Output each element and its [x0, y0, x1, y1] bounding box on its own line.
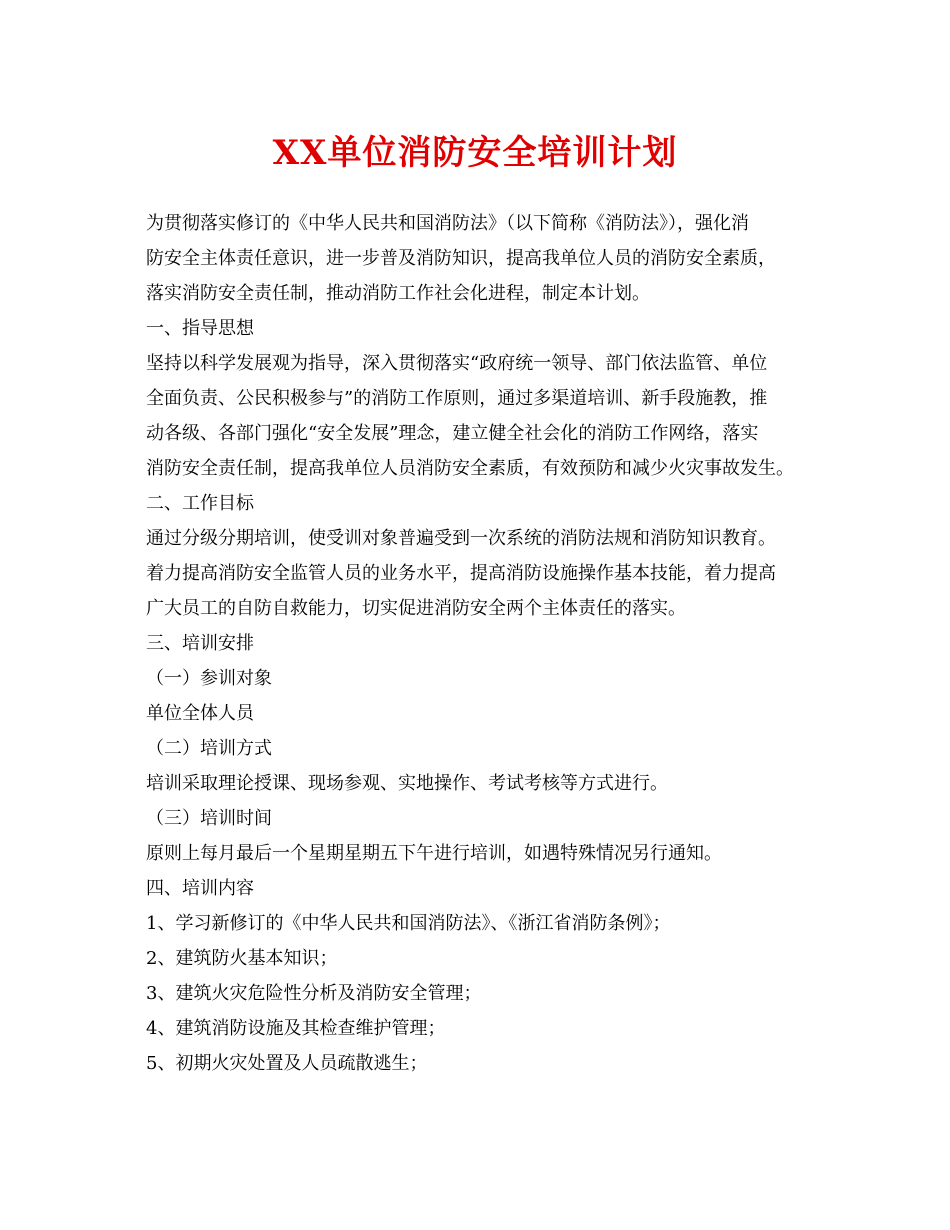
body-line: 广大员工的自防自救能力，切实促进消防安全两个主体责任的落实。: [146, 598, 686, 619]
subsection-heading: （三）培训时间: [146, 808, 272, 829]
body-line: 着力提高消防安全监管人员的业务水平，提高消防设施操作基本技能，着力提高: [146, 563, 776, 584]
body-line: 为贯彻落实修订的《中华人民共和国消防法》（以下简称《消防法》），强化消: [146, 213, 749, 234]
section-heading: 四、培训内容: [146, 878, 254, 899]
section-heading: 一、指导思想: [146, 318, 254, 339]
body-line: 全面负责、公民积极参与”的消防工作原则，通过多渠道培训、新手段施教，推: [146, 388, 768, 409]
subsection-heading: （二）培训方式: [146, 738, 272, 759]
body-line: 单位全体人员: [146, 703, 254, 724]
body-line: 通过分级分期培训，使受训对象普遍受到一次系统的消防法规和消防知识教育。: [146, 528, 776, 549]
section-heading: 三、培训安排: [146, 633, 254, 654]
list-item: 2、建筑防火基本知识；: [146, 948, 338, 969]
list-item: 3、建筑火灾危险性分析及消防安全管理；: [146, 983, 482, 1004]
list-item: 5、初期火灾处置及人员疏散逃生；: [146, 1053, 428, 1074]
body-line: 消防安全责任制，提高我单位人员消防安全素质，有效预防和减少火灾事故发生。: [146, 458, 794, 479]
body-line: 培训采取理论授课、现场参观、实地操作、考试考核等方式进行。: [146, 773, 668, 794]
document-body: [146, 206, 826, 1081]
subsection-heading: （一）参训对象: [146, 668, 272, 689]
body-line: 动各级、各部门强化“安全发展”理念，建立健全社会化的消防工作网络，落实: [146, 423, 759, 444]
section-heading: 二、工作目标: [146, 493, 254, 514]
list-item: 4、建筑消防设施及其检查维护管理；: [146, 1018, 446, 1039]
list-item: 1、学习新修订的《中华人民共和国消防法》、《浙江省消防条例》；: [146, 913, 671, 934]
body-line: 坚持以科学发展观为指导，深入贯彻落实“政府统一领导、部门依法监管、单位: [146, 353, 768, 374]
body-line: 防安全主体责任意识，进一步普及消防知识，提高我单位人员的消防安全素质，: [146, 248, 776, 269]
body-line: 原则上每月最后一个星期星期五下午进行培训，如遇特殊情况另行通知。: [146, 843, 722, 864]
body-line: 落实消防安全责任制，推动消防工作社会化进程，制定本计划。: [146, 283, 650, 304]
document-title: XX单位消防安全培训计划: [272, 133, 678, 173]
